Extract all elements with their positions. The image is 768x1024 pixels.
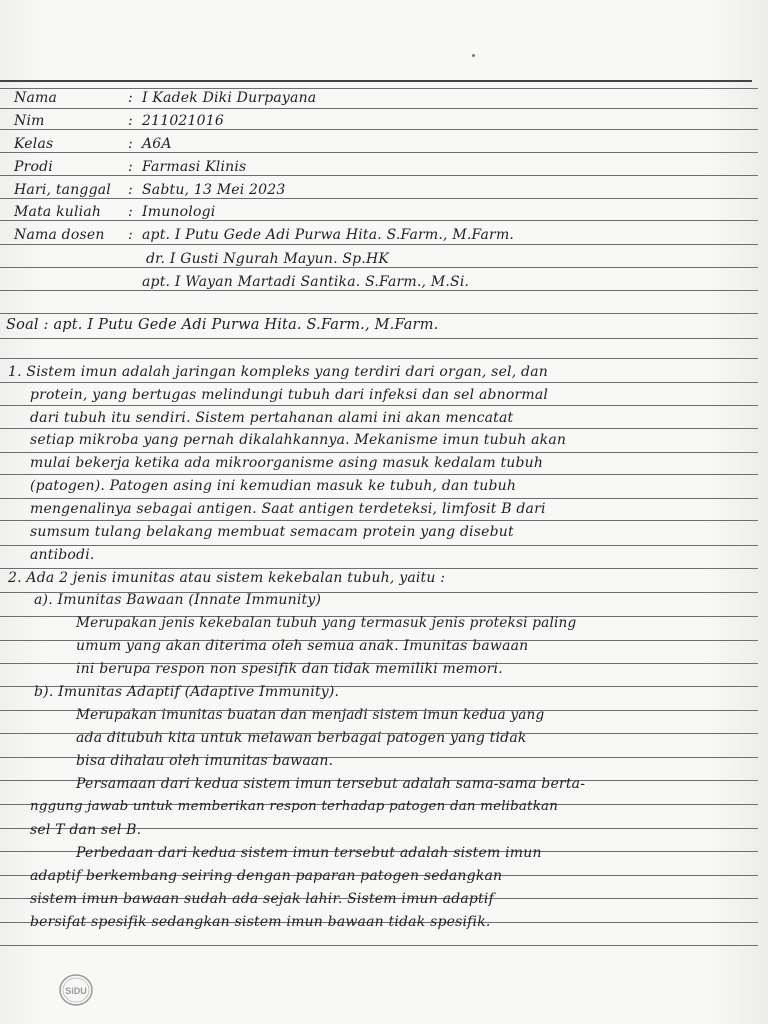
- rule-line: [0, 267, 758, 268]
- rule-line: [0, 498, 758, 499]
- rule-line: [0, 474, 758, 475]
- header-label: Mata kuliah: [14, 204, 102, 220]
- header-label: Prodi: [14, 159, 53, 175]
- rule-line: [0, 220, 758, 221]
- answer-line: ada ditubuh kita untuk melawan berbagai patogen yang tidak: [76, 730, 527, 746]
- answer-line: nggung jawab untuk memberikan respon terhadap patogen dan melibatkan: [30, 799, 559, 814]
- answer-line: antibodi.: [30, 547, 95, 563]
- rule-line: [0, 545, 758, 546]
- answer-line: Merupakan imunitas buatan dan menjadi sistem imun kedua yang: [76, 707, 545, 723]
- answer-line: Persamaan dari kedua sistem imun tersebut adalah sama-sama berta-: [76, 776, 586, 792]
- header-value: 211021016: [142, 113, 224, 129]
- rule-line: [0, 520, 758, 521]
- answer-line: sel T dan sel B.: [30, 822, 142, 838]
- header-colon: :: [128, 136, 133, 152]
- rule-line: [0, 358, 758, 359]
- rule-line: [0, 175, 758, 176]
- rule-line: [0, 945, 758, 946]
- header-label: Nama: [14, 90, 58, 106]
- header-label: Nim: [14, 113, 45, 129]
- header-value: I Kadek Diki Durpayana: [142, 90, 317, 106]
- answer-line: mulai bekerja ketika ada mikroorganisme asing masuk kedalam tubuh: [30, 455, 544, 471]
- answer-line: mengenalinya sebagai antigen. Saat antigen terdeteksi, limfosit B dari: [30, 501, 546, 517]
- answer-line: 1. Sistem imun adalah jaringan kompleks yang terdiri dari organ, sel, dan: [8, 364, 548, 380]
- header-colon: :: [128, 182, 133, 198]
- header-value: A6A: [142, 136, 172, 152]
- answer-line: bisa dihalau oleh imunitas bawaan.: [76, 753, 334, 769]
- rule-line: [0, 244, 758, 245]
- answer-line: protein, yang bertugas melindungi tubuh dari infeksi dan sel abnormal: [30, 387, 549, 403]
- rule-line: [0, 428, 758, 429]
- rule-line: [0, 405, 758, 406]
- header-colon: :: [128, 227, 133, 243]
- rule-line: [0, 88, 758, 89]
- answer-line: dari tubuh itu sendiri. Sistem pertahanan alami ini akan mencatat: [30, 410, 514, 426]
- lecturer-name: apt. I Wayan Martadi Santika. S.Farm., M.Si.: [142, 274, 470, 290]
- answer-line: 2. Ada 2 jenis imunitas atau sistem kekebalan tubuh, yaitu :: [8, 570, 446, 586]
- rule-line: [0, 290, 758, 291]
- sidu-logo: [58, 972, 94, 1008]
- rule-line: [0, 382, 758, 383]
- header-colon: :: [128, 90, 133, 106]
- answer-line: ini berupa respon non spesifik dan tidak memiliki memori.: [76, 661, 503, 677]
- rule-line: [0, 108, 758, 109]
- answer-line: (patogen). Patogen asing ini kemudian masuk ke tubuh, dan tubuh: [30, 478, 517, 494]
- question-line: Soal : apt. I Putu Gede Adi Purwa Hita. S.Farm., M.Farm.: [6, 317, 439, 333]
- rule-line: [0, 80, 752, 82]
- rule-line: [0, 152, 758, 153]
- header-value: Sabtu, 13 Mei 2023: [142, 182, 286, 198]
- answer-line: setiap mikroba yang pernah dikalahkannya. Mekanisme imun tubuh akan: [30, 432, 567, 448]
- header-label: Hari, tanggal: [14, 182, 111, 198]
- header-value: apt. I Putu Gede Adi Purwa Hita. S.Farm., M.Farm.: [142, 227, 515, 243]
- answer-line: bersifat spesifik sedangkan sistem imun bawaan tidak spesifik.: [30, 914, 491, 930]
- header-value: Imunologi: [142, 204, 216, 220]
- ink-dot: [472, 54, 475, 57]
- logo-text: SiDU: [65, 986, 87, 996]
- rule-line: [0, 338, 758, 339]
- answer-line: umum yang akan diterima oleh semua anak. Imunitas bawaan: [76, 638, 529, 654]
- answer-line: Merupakan jenis kekebalan tubuh yang termasuk jenis proteksi paling: [76, 615, 577, 631]
- header-label: Nama dosen: [14, 227, 105, 243]
- header-colon: :: [128, 204, 133, 220]
- rule-line: [0, 313, 758, 314]
- answer-line: Perbedaan dari kedua sistem imun tersebut adalah sistem imun: [76, 845, 542, 861]
- header-label: Kelas: [14, 136, 54, 152]
- answer-line: sistem imun bawaan sudah ada sejak lahir. Sistem imun adaptif: [30, 891, 494, 907]
- answer-line: b). Imunitas Adaptif (Adaptive Immunity).: [34, 684, 340, 700]
- header-value: Farmasi Klinis: [142, 159, 247, 175]
- rule-line: [0, 198, 758, 199]
- rule-line: [0, 452, 758, 453]
- rule-line: [0, 129, 758, 130]
- header-colon: :: [128, 113, 133, 129]
- lecturer-name: dr. I Gusti Ngurah Mayun. Sp.HK: [146, 251, 390, 267]
- answer-line: adaptif berkembang seiring dengan paparan patogen sedangkan: [30, 868, 503, 884]
- answer-line: sumsum tulang belakang membuat semacam protein yang disebut: [30, 524, 514, 540]
- answer-line: a). Imunitas Bawaan (Innate Immunity): [34, 592, 322, 608]
- header-colon: :: [128, 159, 133, 175]
- rule-line: [0, 568, 758, 569]
